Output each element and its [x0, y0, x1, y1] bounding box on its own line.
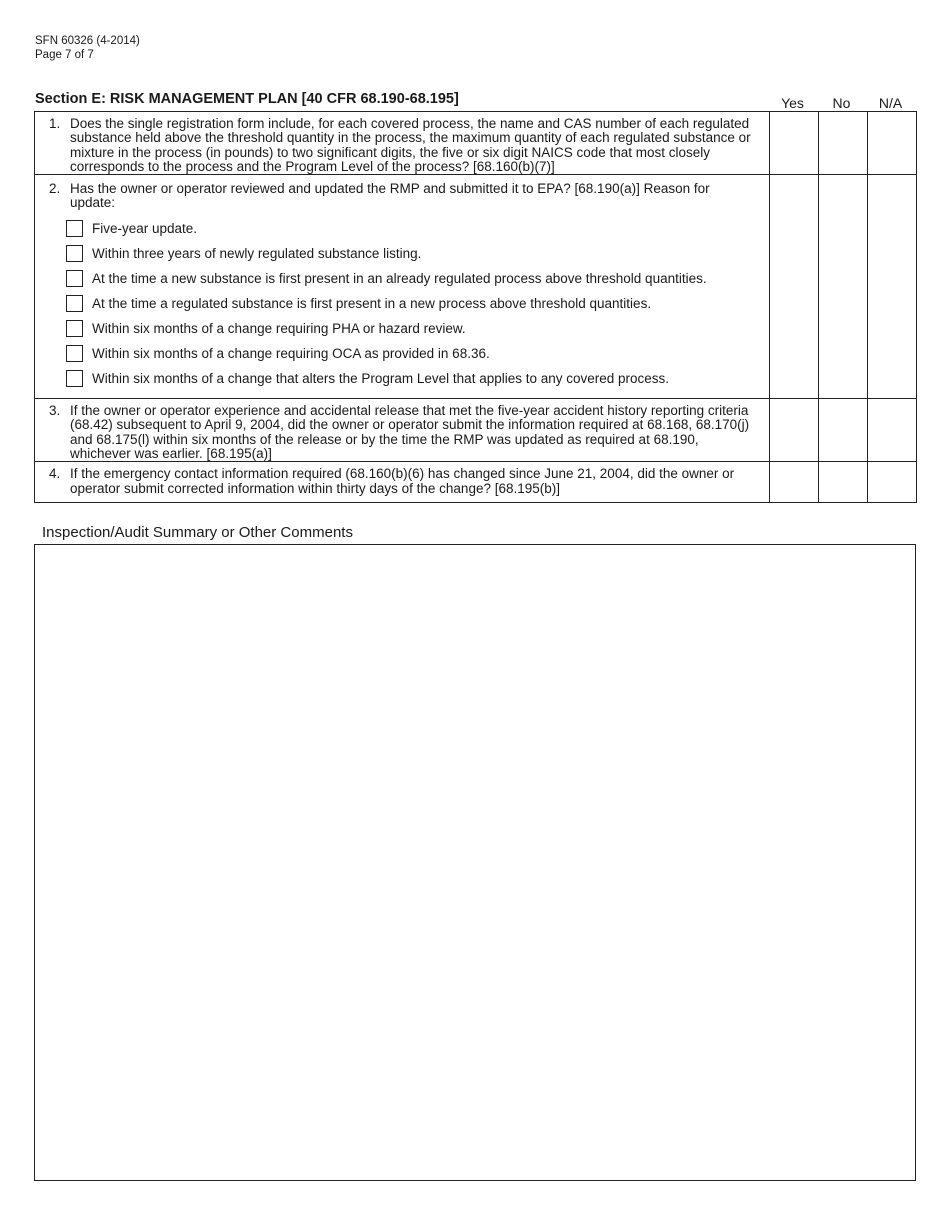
list-item [66, 216, 769, 241]
reason-checkbox[interactable] [66, 245, 83, 262]
reason-checkbox[interactable] [66, 220, 83, 237]
question-number: 1. [49, 116, 61, 131]
questions-table [34, 111, 917, 503]
answer-no-cell[interactable] [819, 175, 868, 399]
reason-label: Five-year update. [92, 220, 198, 236]
reason-label: Within six months of a change that alters the Program Level that applies to any covered process. [92, 370, 670, 386]
column-header-no: No [832, 95, 851, 111]
question-text: Has the owner or operator reviewed and updated the RMP and submitted it to EPA? [68.190(a)] Reason for update: [70, 181, 710, 211]
list-item [66, 341, 769, 366]
reason-checkbox[interactable] [66, 345, 83, 362]
answer-no-cell[interactable] [819, 399, 868, 462]
answer-yes-cell[interactable] [770, 462, 819, 503]
question-number: 3. [49, 403, 61, 419]
reason-label: At the time a regulated substance is first present in a new process above threshold quantities. [92, 295, 652, 311]
column-header-yes: Yes [781, 95, 804, 111]
question-text: Does the single registration form include, for each covered process, the name and CAS number of each regulated substance held above the threshold quantity in the process, the maximum quantity of each regulated substance or mixture in the process (in pounds) to two significant digits, the five or six digit NAICS code that most closely corresponds to the process and the Program Level of the process? [68.160(b)(7)] [70, 116, 751, 174]
question-text: If the owner or operator experience and accidental release that met the five-year accident history reporting criteria (68.42) subsequent to April 9, 2004, did the owner or operator submit the information required at 68.168, 68.170(j) and 68.175(l) within six months of the release or by the time the RMP was updated as required at 68.190, whichever was earlier. [68.195(a)] [70, 403, 750, 462]
table-row [35, 112, 917, 175]
answer-no-cell[interactable] [819, 112, 868, 175]
answer-yes-cell[interactable] [770, 175, 819, 399]
reason-checkbox[interactable] [66, 295, 83, 312]
table-row [35, 462, 917, 503]
section-title: Section E: RISK MANAGEMENT PLAN [40 CFR 68.190-68.195] [35, 91, 459, 107]
answer-yes-cell[interactable] [770, 112, 819, 175]
column-header-na: N/A [878, 95, 903, 111]
form-number: SFN 60326 (4-2014) [35, 35, 140, 47]
question-cell [35, 175, 770, 399]
form-header [35, 34, 140, 62]
reason-checkbox[interactable] [66, 270, 83, 287]
list-item [66, 241, 769, 266]
question-cell [35, 112, 770, 175]
question-number: 4. [49, 466, 61, 482]
reason-label: Within six months of a change requiring PHA or hazard review. [92, 320, 466, 336]
table-row [35, 399, 917, 462]
list-item [66, 291, 769, 316]
list-item [66, 366, 769, 391]
comments-textarea[interactable] [34, 544, 916, 1181]
update-reason-list [35, 211, 769, 397]
reason-label: Within three years of newly regulated substance listing. [92, 245, 422, 261]
reason-checkbox[interactable] [66, 370, 83, 387]
answer-no-cell[interactable] [819, 462, 868, 503]
question-cell [35, 462, 770, 503]
reason-label: At the time a new substance is first present in an already regulated process above threshold quantities. [92, 270, 707, 286]
comments-label: Inspection/Audit Summary or Other Comments [42, 524, 353, 541]
answer-yes-cell[interactable] [770, 399, 819, 462]
list-item [66, 316, 769, 341]
answer-na-cell[interactable] [868, 175, 917, 399]
question-text: If the emergency contact information required (68.160(b)(6) has changed since June 21, 2004, did the owner or operator submit corrected information within thirty days of the change? [68.195(b)] [70, 466, 735, 496]
answer-na-cell[interactable] [868, 462, 917, 503]
question-cell [35, 399, 770, 462]
table-row [35, 175, 917, 399]
answer-na-cell[interactable] [868, 399, 917, 462]
list-item [66, 266, 769, 291]
answer-na-cell[interactable] [868, 112, 917, 175]
reason-checkbox[interactable] [66, 320, 83, 337]
reason-label: Within six months of a change requiring OCA as provided in 68.36. [92, 345, 490, 361]
page-number: Page 7 of 7 [35, 49, 94, 61]
question-number: 2. [49, 181, 61, 197]
